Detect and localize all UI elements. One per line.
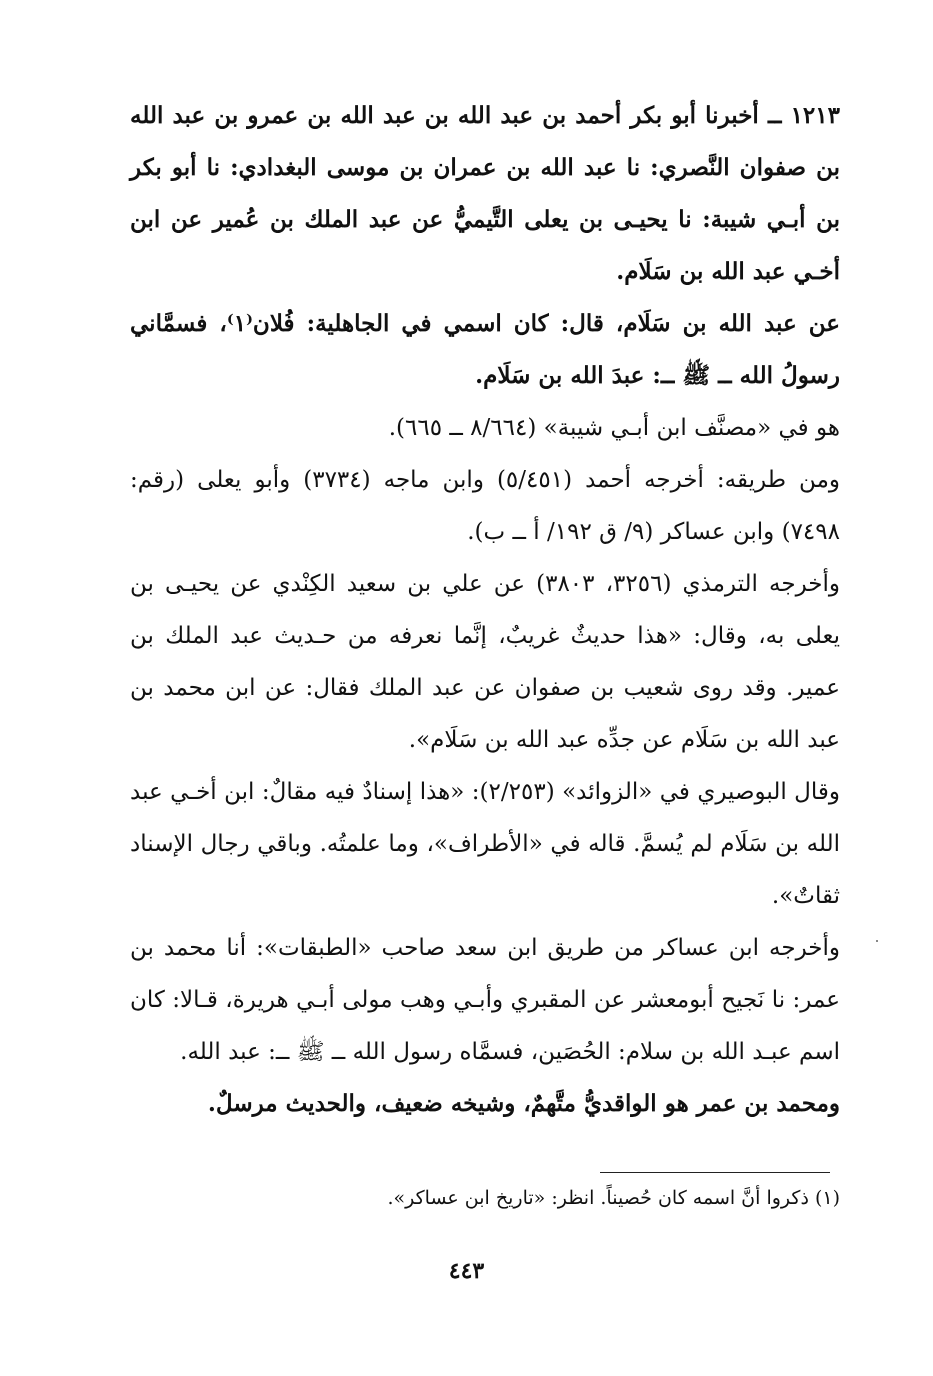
conclusion-paragraph: ومحمد بن عمر هو الواقديُّ متَّهمٌ، وشيخه ضعيف، والحديث مرسلٌ. [207, 1090, 840, 1117]
hadith-isnad-paragraph: ١٢١٣ ــ أخبرنا أبو بكر أحمد بن عبد الله بن عبد الله بن عمرو بن عبد الله بن صفوان النَّصري: نا عبد الله بن عمران بن موسى البغدادي: نا أبو بكر بن أبـي شيبة: نا يحيـى بن يعلى التَّيميُّ عن عبد الملك بن عُمير عن ابن أخـي عبد الله بن سَلَام. [130, 102, 840, 285]
hadith-matn-paragraph: عن عبد الله بن سَلَام، قال: كان اسمي في الجاهلية: فُلان⁽١⁾، فسمَّاني رسولُ الله ــ ﷺ ــ: عبدَ الله بن سَلَام. [130, 310, 840, 389]
scan-speck [876, 940, 878, 942]
takhrij-paragraph: وقال البوصيري في «الزوائد» (٢/٢٥٣): «هذا إسنادٌ فيه مقالٌ: ابن أخـي عبد الله بن سَلَام لم يُسمَّ. قاله في «الأطراف»، وما علمتُه. وباقي رجال الإسناد ثقاتٌ». [130, 779, 840, 909]
takhrij-paragraph: هو في «مصنَّف ابن أبـي شيبة» (٨/٦٦٤ ــ ٦٦٥). [388, 415, 840, 441]
footnote-divider [600, 1172, 830, 1173]
main-text [130, 90, 840, 1130]
footnote: (١) ذكروا أنَّ اسمه كان حُصيناً. انظر: «تاريخ ابن عساكر». [387, 1187, 840, 1209]
takhrij-paragraph: ومن طريقه: أخرجه أحمد (٥/٤٥١) وابن ماجه (٣٧٣٤) وأبو يعلى (رقم: ٧٤٩٨) وابن عساكر (٩/ ق ١٩٢/ أ ــ ب). [130, 467, 840, 545]
takhrij-paragraph: وأخرجه ابن عساكر من طريق ابن سعد صاحب «الطبقات»: أنا محمد بن عمر: نا نَجيح أبومعشر عن المقبري وأبـي وهب مولى أبـي هريرة، قـالا: كان اسم عبـد الله بن سلام: الحُصَين، فسمَّاه رسول الله ــ ﷺ ــ: عبد الله. [130, 935, 840, 1065]
page-number: ٤٤٣ [448, 1258, 485, 1284]
takhrij-paragraph: وأخرجه الترمذي (٣٢٥٦، ٣٨٠٣) عن علي بن سعيد الكِنْدي عن يحيـى بن يعلى به، وقال: «هذا حديثٌ غريبٌ، إنَّما نعرفه من حـديث عبد الملك بن عمير. وقد روى شعيب بن صفوان عن عبد الملك فقال: عن ابن محمد بن عبد الله بن سَلَام عن جدِّه عبد الله بن سَلَام». [130, 571, 840, 753]
